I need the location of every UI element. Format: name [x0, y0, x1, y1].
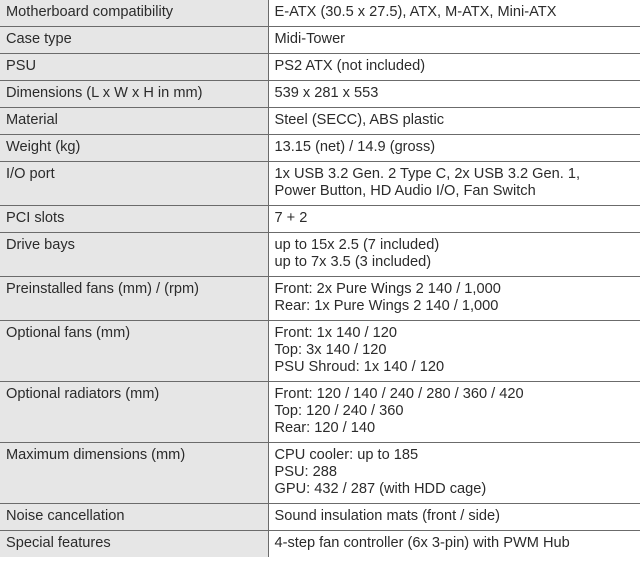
spec-value: Midi-Tower: [268, 27, 640, 54]
spec-value: 539 x 281 x 553: [268, 81, 640, 108]
spec-label: Material: [0, 108, 268, 135]
spec-row-material: [0, 108, 640, 135]
spec-row-optional-fans: [0, 321, 640, 382]
spec-value: Front: 1x 140 / 120 Top: 3x 140 / 120 PSU Shroud: 1x 140 / 120: [268, 321, 640, 382]
spec-value: 7 + 2: [268, 206, 640, 233]
spec-value: Front: 120 / 140 / 240 / 280 / 360 / 420 Top: 120 / 240 / 360 Rear: 120 / 140: [268, 382, 640, 443]
spec-label: I/O port: [0, 162, 268, 206]
spec-label: Dimensions (L x W x H in mm): [0, 81, 268, 108]
spec-value: Front: 2x Pure Wings 2 140 / 1,000 Rear: 1x Pure Wings 2 140 / 1,000: [268, 277, 640, 321]
spec-row-drive-bays: [0, 233, 640, 277]
spec-label: Maximum dimensions (mm): [0, 443, 268, 504]
spec-value: 13.15 (net) / 14.9 (gross): [268, 135, 640, 162]
spec-label: Drive bays: [0, 233, 268, 277]
spec-label: Special features: [0, 531, 268, 558]
spec-value: PS2 ATX (not included): [268, 54, 640, 81]
spec-row-case-type: [0, 27, 640, 54]
spec-row-noise-cancellation: [0, 504, 640, 531]
spec-row-weight: [0, 135, 640, 162]
spec-label: PCI slots: [0, 206, 268, 233]
spec-row-special-features: [0, 531, 640, 558]
spec-value: up to 15x 2.5 (7 included) up to 7x 3.5 (3 included): [268, 233, 640, 277]
spec-label: Optional fans (mm): [0, 321, 268, 382]
spec-row-motherboard: [0, 0, 640, 27]
spec-row-psu: [0, 54, 640, 81]
spec-label: Motherboard compatibility: [0, 0, 268, 27]
spec-row-io-port: [0, 162, 640, 206]
spec-value: CPU cooler: up to 185 PSU: 288 GPU: 432 / 287 (with HDD cage): [268, 443, 640, 504]
spec-label: Preinstalled fans (mm) / (rpm): [0, 277, 268, 321]
spec-row-optional-radiators: [0, 382, 640, 443]
spec-label: Case type: [0, 27, 268, 54]
spec-value: Sound insulation mats (front / side): [268, 504, 640, 531]
spec-label: Weight (kg): [0, 135, 268, 162]
spec-row-dimensions: [0, 81, 640, 108]
spec-value: 1x USB 3.2 Gen. 2 Type C, 2x USB 3.2 Gen. 1, Power Button, HD Audio I/O, Fan Switch: [268, 162, 640, 206]
spec-value: Steel (SECC), ABS plastic: [268, 108, 640, 135]
spec-label: PSU: [0, 54, 268, 81]
spec-label: Optional radiators (mm): [0, 382, 268, 443]
spec-row-max-dimensions: [0, 443, 640, 504]
spec-row-pci-slots: [0, 206, 640, 233]
spec-label: Noise cancellation: [0, 504, 268, 531]
spec-row-preinstalled-fans: [0, 277, 640, 321]
spec-value: 4-step fan controller (6x 3-pin) with PWM Hub: [268, 531, 640, 558]
spec-value: E-ATX (30.5 x 27.5), ATX, M-ATX, Mini-ATX: [268, 0, 640, 27]
